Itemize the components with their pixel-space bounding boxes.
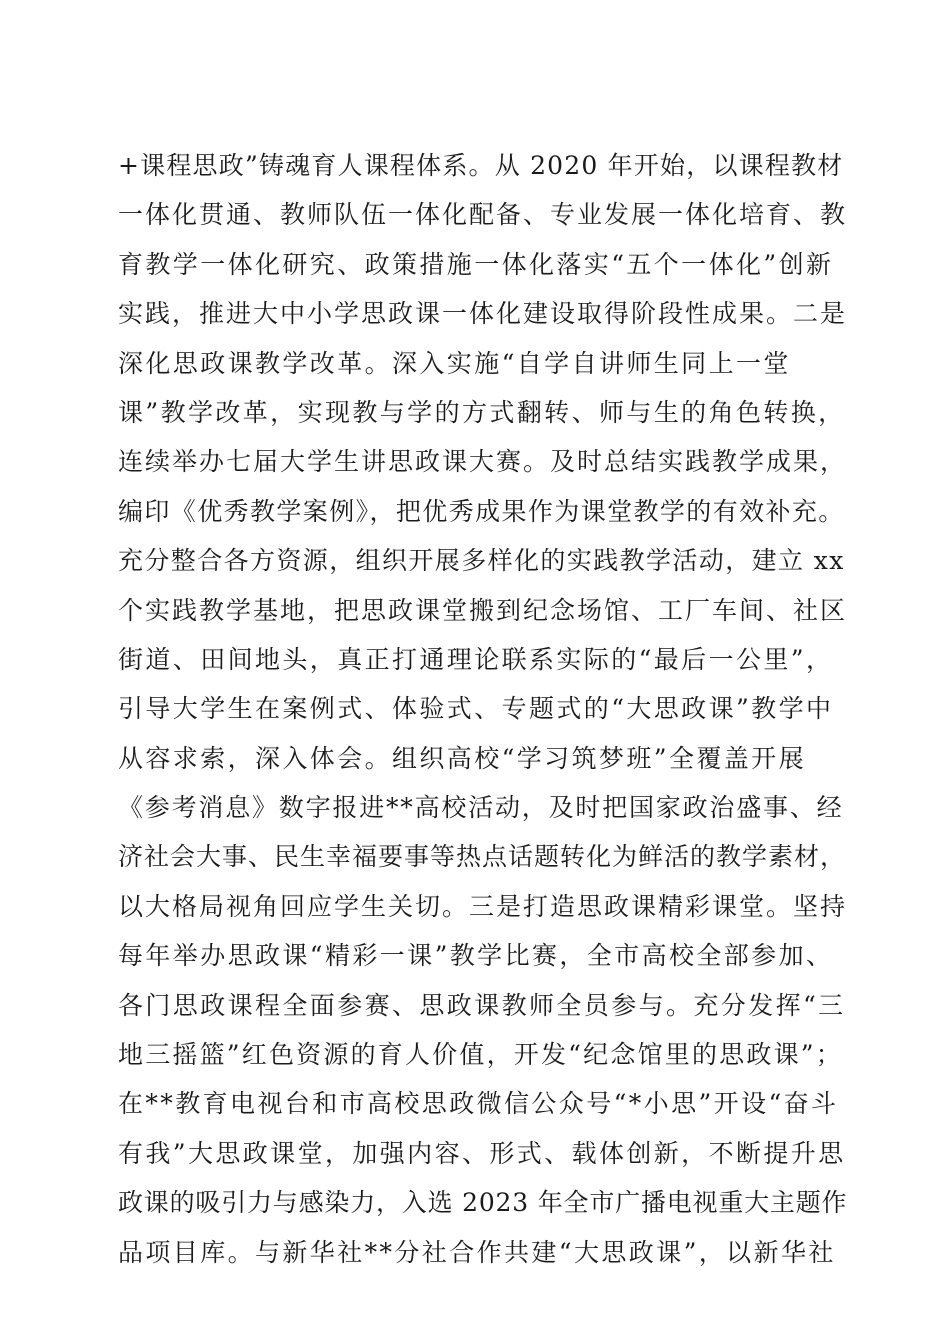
text-line-1: +课程思政”铸魂育人课程体系。从 2020 年开始，以课程教材 — [118, 151, 844, 180]
text-line-3: 育教学一体化研究、政策措施一体化落实“五个一体化”创新 — [118, 249, 834, 279]
text-line-5: 深化思政课教学改革。深入实施“自学自讲师生同上一堂 — [118, 348, 791, 378]
text-line-23: 品项目库。与新华社**分社合作共建“大思政课”，以新华社 — [118, 1237, 836, 1267]
text-line-8: 编印《优秀教学案例》，把优秀成果作为课堂教学的有效补充。 — [118, 496, 845, 526]
text-line-11: 街道、田间地头，真正打通理论联系实际的“最后一公里”， — [118, 644, 834, 674]
text-line-21: 有我”大思政课堂，加强内容、形式、载体创新，不断提升思 — [118, 1138, 846, 1168]
text-line-22: 政课的吸引力与感染力，入选 2023 年全市广播电视重大主题作 — [118, 1188, 848, 1218]
text-line-13: 从容求索，深入体会。组织高校“学习筑梦班”全覆盖开展 — [118, 743, 806, 773]
text-line-18: 各门思政课程全面参赛、思政课教师全员参与。充分发挥“三 — [118, 990, 846, 1020]
text-line-9: 充分整合各方资源，组织开展多样化的实践教学活动，建立 xx — [118, 546, 845, 576]
text-line-12: 引导大学生在案例式、体验式、专题式的“大思政课”教学中 — [118, 694, 834, 724]
text-line-6: 课”教学改革，实现教与学的方式翻转、师与生的角色转换， — [118, 397, 846, 427]
text-line-19: 地三摇篮”红色资源的育人价值，开发“纪念馆里的思政课”； — [118, 1040, 843, 1070]
text-line-17: 每年举办思政课“精彩一课”教学比赛，全市高校全部参加、 — [118, 941, 834, 971]
text-line-16: 以大格局视角回应学生关切。三是打造思政课精彩课堂。坚持 — [118, 891, 848, 921]
text-line-4: 实践，推进大中小学思政课一体化建设取得阶段性成果。二是 — [118, 299, 848, 329]
text-line-10: 个实践教学基地，把思政课堂搬到纪念场馆、工厂车间、社区 — [118, 595, 848, 625]
text-line-15: 济社会大事、民生幸福要事等热点话题转化为鲜活的教学素材， — [118, 842, 847, 872]
body-text — [118, 141, 848, 1277]
text-line-20: 在**教育电视台和市高校思政微信公众号“*小思”开设“奋斗 — [118, 1089, 839, 1119]
text-line-2: 一体化贯通、教师队伍一体化配备、专业发展一体化培育、教 — [118, 200, 848, 230]
text-line-14: 《参考消息》数字报进**高校活动，及时把国家政治盛事、经 — [118, 793, 844, 823]
text-line-7: 连续举办七届大学生讲思政课大赛。及时总结实践教学成果， — [118, 447, 848, 477]
